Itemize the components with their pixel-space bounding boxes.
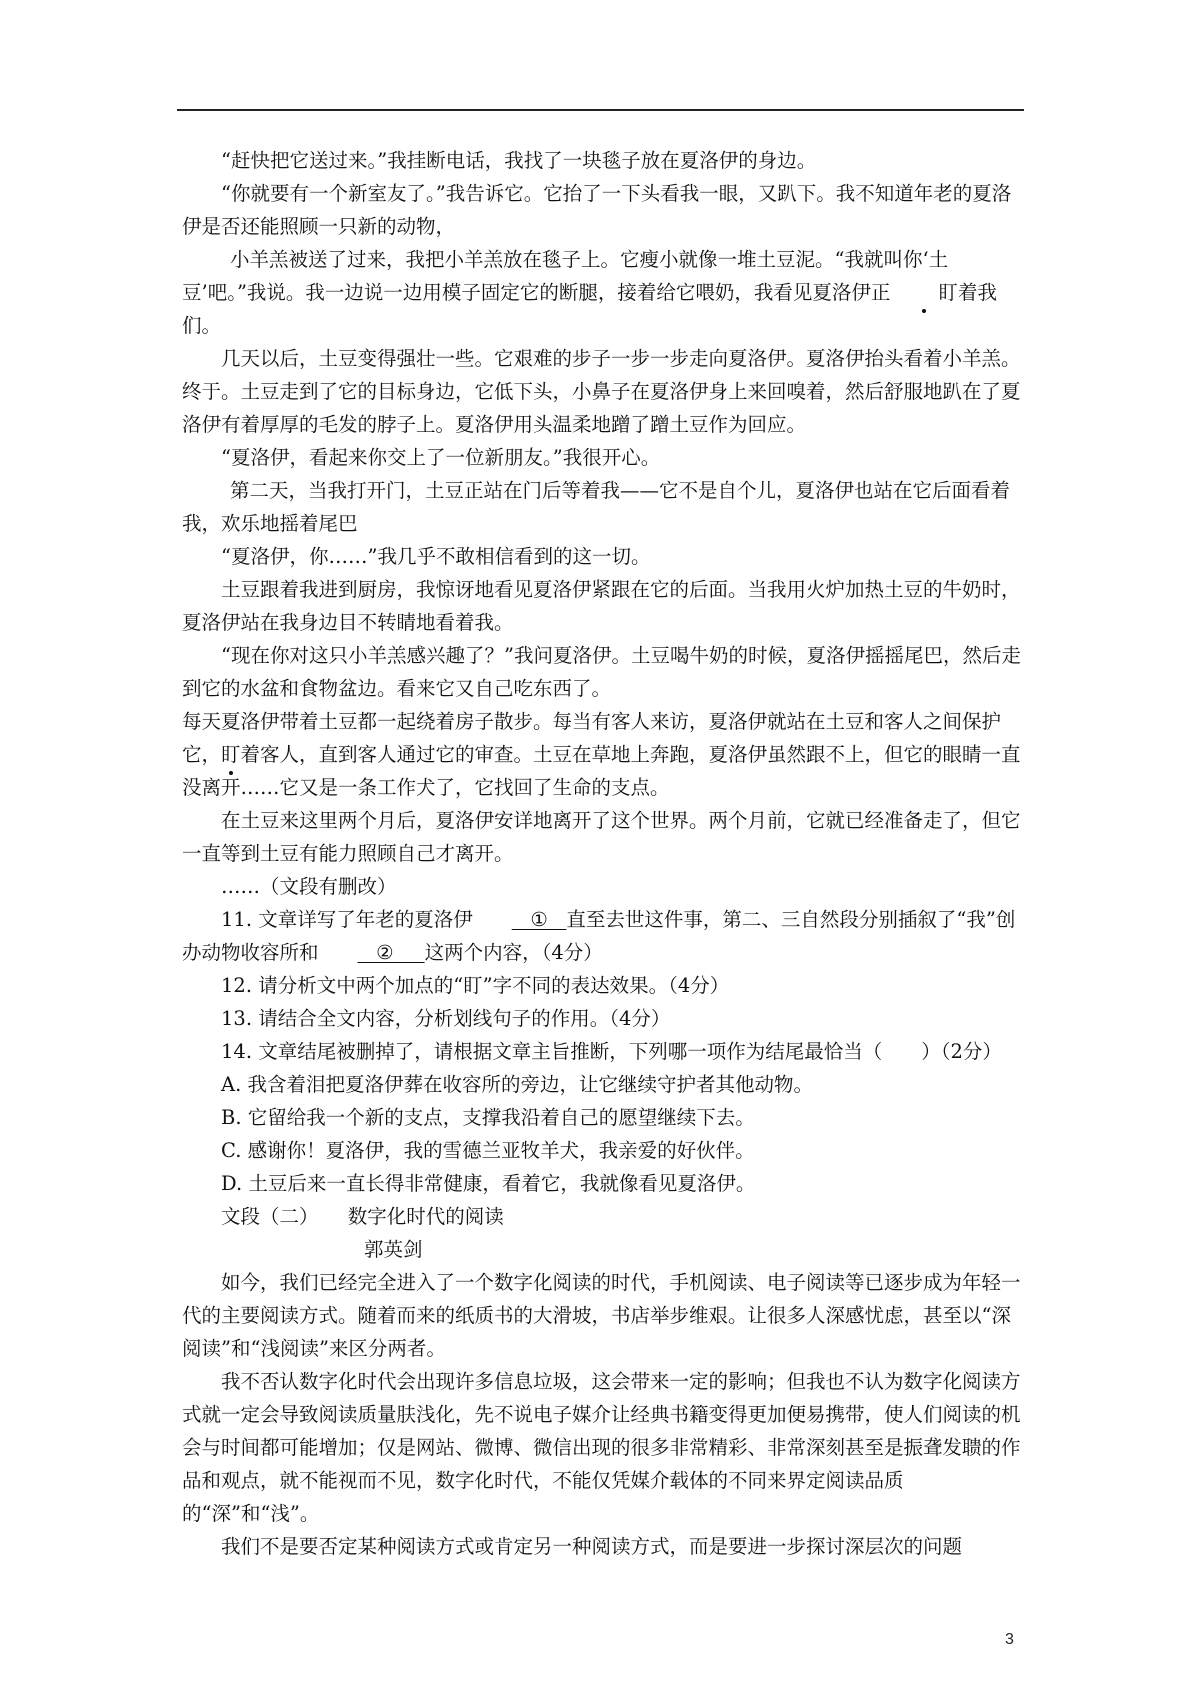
option-c: C. 感谢你！夏洛伊，我的雪德兰亚牧羊犬，我亲爱的好伙伴。 (221, 1139, 755, 1162)
question-text: 直至去世这件事，第二、三自然段分别插叙了“我”创办动物收容所和 (182, 908, 1016, 964)
paragraph: 几天以后，土豆变得强壮一些。它艰难的步子一步一步走向夏洛伊。夏洛伊抬头看着小羊羔。终于。土豆走到了它的目标身边，它低下头，小鼻子在夏洛伊身上来回嗅着，然后舒服地趴在了夏洛伊有着厚厚的毛发的脖子上。夏洛伊用头温柔地蹭了蹭土豆作为回应。 (182, 347, 1021, 436)
page-number: 3 (1005, 1631, 1014, 1648)
paragraph: “夏洛伊，你……”我几乎不敢相信看到的这一切。 (221, 545, 651, 568)
paragraph: “夏洛伊，看起来你交上了一位新朋友。”我很开心。 (221, 446, 661, 469)
answer-blank-2[interactable]: ② (357, 941, 425, 964)
option-b: B. 它留给我一个新的支点，支撑我沿着自己的愿望继续下去。 (221, 1106, 755, 1129)
question-14: 14. 文章结尾被删掉了，请根据文章主旨推断，下列哪一项作为结尾最恰当（ ）（2分） (221, 1040, 1002, 1063)
paragraph-text: 小羊羔被送了过来，我把小羊羔放在毯子上。它瘦小就像一堆土豆泥。“我就叫你‘土豆’吧。”我说。我一边说一边用模子固定它的断腿，接着给它喂奶，我看见夏洛伊正 (182, 248, 949, 304)
paragraph: 土豆跟着我进到厨房，我惊讶地看见夏洛伊紧跟在它的后面。当我用火炉加热土豆的牛奶时，夏洛伊站在我身边目不转睛地看着我。 (182, 578, 1021, 634)
header-rule (177, 109, 1024, 111)
paragraph: 我们不是要否定某种阅读方式或肯定另一种阅读方式，而是要进一步探讨深层次的问题 (221, 1535, 963, 1558)
paragraph (182, 705, 1028, 804)
paragraph: 我不否认数字化时代会出现许多信息垃圾，这会带来一定的影响；但我也不认为数字化阅读方式就一定会导致阅读质量肤浅化，先不说电子媒介让经典书籍变得更加便易携带，使人们阅读的机会与时间都可能增加；仅是网站、微博、微信出现的很多非常精彩、非常深刻甚至是振聋发聩的作品和观点，就不能视而不见，数字化时代，不能仅凭媒介载体的不同来界定阅读品质的“深”和“浅”。 (182, 1370, 1021, 1525)
question-text: 11. 文章详写了年老的夏洛伊 (221, 908, 473, 931)
option-d: D. 土豆后来一直长得非常健康，看着它，我就像看见夏洛伊。 (221, 1172, 756, 1195)
question-13: 13. 请结合全文内容，分析划线句子的作用。（4分） (221, 1007, 671, 1030)
section-heading: 文段（二） 数字化时代的阅读 (221, 1205, 504, 1228)
paragraph: “赶快把它送过来。”我挂断电话，我找了一块毯子放在夏洛伊的身边。 (221, 149, 817, 172)
question-12: 12. 请分析文中两个加点的“盯”字不同的表达效果。（4分） (221, 974, 730, 997)
paragraph-text: 着我们。 (182, 281, 997, 337)
paragraph: 第二天，当我打开门，土豆正站在门后等着我——它不是自个儿，夏洛伊也站在它后面看着我，欢乐地摇着尾巴 (182, 479, 1011, 535)
answer-blank-1[interactable]: ① (511, 908, 567, 931)
question-text: 这两个内容，（4分） (424, 941, 603, 964)
paragraph: “你就要有一个新室友了。”我告诉它。它抬了一下头看我一眼，又趴下。我不知道年老的夏洛伊是否还能照顾一只新的动物， (182, 182, 1012, 238)
paragraph: 在土豆来这里两个月后，夏洛伊安详地离开了这个世界。两个月前，它就已经准备走了，但它一直等到土豆有能力照顾自己才离开。 (182, 809, 1021, 865)
document-body (182, 144, 1028, 1563)
paragraph: “现在你对这只小羊羔感兴趣了？”我问夏洛伊。土豆喝牛奶的时候，夏洛伊摇摇尾巴，然后走到它的水盆和食物盆边。看来它又自己吃东西了。 (182, 644, 1021, 700)
paragraph: ……（文段有删改） (221, 875, 397, 898)
question-11 (182, 903, 1028, 969)
dotted-char-ding: 盯 (221, 738, 241, 771)
author-name: 郭英剑 (364, 1238, 423, 1261)
dotted-char-ding: 盯 (890, 276, 958, 309)
option-a: A. 我含着泪把夏洛伊葬在收容所的旁边，让它继续守护者其他动物。 (221, 1073, 813, 1096)
paragraph-text: 每天夏洛伊带着土豆都一起绕着房子散步。每当有客人来访，夏洛伊就站在土豆和客人之间保护它， (182, 710, 1002, 766)
paragraph: 如今，我们已经完全进入了一个数字化阅读的时代，手机阅读、电子阅读等已逐步成为年轻一代的主要阅读方式。随着而来的纸质书的大滑坡，书店举步维艰。让很多人深感忧虑，甚至以“深阅读”和“浅阅读”来区分两者。 (182, 1271, 1021, 1360)
paragraph (182, 243, 1028, 342)
paragraph-text: 着客人，直到客人通过它的审查。土豆在草地上奔跑，夏洛伊虽然跟不上，但它的眼睛一直没离开……它又是一条工作犬了，它找回了生命的支点。 (182, 743, 1021, 799)
